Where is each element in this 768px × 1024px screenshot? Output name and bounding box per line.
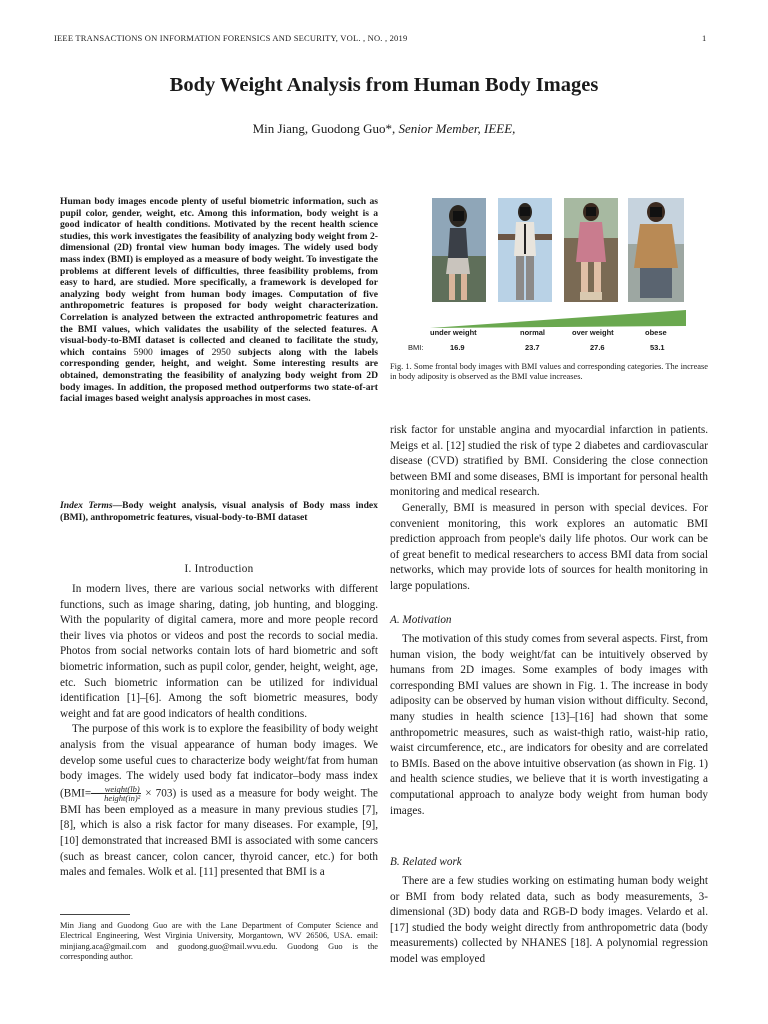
motivation-body [390,632,708,819]
body-photo-overweight [564,198,618,302]
body-photo-obese [628,198,684,302]
bmi-value-obese: 53.1 [650,343,665,352]
subsection-heading-related-work: B. Related work [390,856,462,868]
index-terms-text: —Body weight analysis, visual analysis of Body mass index (BMI), anthropometric features, visual-body-to-BMI dataset [60,500,378,523]
subsection-heading-motivation: A. Motivation [390,614,452,626]
bmi-fraction [91,785,141,803]
index-terms-label: Index Terms [60,500,113,511]
intro-paragraph-general: Generally, BMI is measured in person with special devices. For convenient monitoring, this work explores an automatic BMI prediction approach from people's daily life photos. Our work can be of great benefit to medical researchers to access BMI data from social networks, which may provide lots of sources for health monitoring in large populations. [390,501,708,592]
intro-paragraph-1: In modern lives, there are various social networks with different functions, such as image sharing, dating, job hunting, and blogging. With the popularity of digital camera, more and more people record their lives via photos or videos and post the records to social media. Photos from social networks contain lots of hard biometric and soft biometric information, such as pupil color, gender, height, weight, age, etc. Such biometric information can be utilized for individual identification [1]–[6]. Among the soft biometric measures, body weight and fat are good indicators of health conditions. [60,583,378,720]
related-work-paragraph: There are a few studies working on estimating human body weight or BMI from body related data, such as body measurements, 3-dimensional (3D) body data and RGB-D body images. Velardo et al. [17] studied the body weight directly from anthropometric data (body measurements) collected by NHANES [18]. A polynomial regression model was employed [390,875,708,965]
figure-1-caption: Fig. 1. Some frontal body images with BMI values and corresponding categories. The increase in body adiposity is observed as the BMI value increases. [390,362,708,382]
index-terms [60,500,378,523]
right-column-body [390,423,708,595]
category-normal: normal [520,328,546,337]
author-names: Min Jiang, Guodong Guo*, [252,121,396,136]
intro-p2-start: The purpose of this work is to explore the feasibility of body weight analysis from the visual appearance of human body images. We develop some useful cues to characterize body weight/fat from human body images. The widely used body fat indicator–body mass index (BMI= [60,723,378,800]
bmi-value-overweight: 27.6 [590,343,605,352]
abstract-part2: images of [160,346,205,358]
abstract-num-images: 5900 [133,346,153,358]
category-obese: obese [645,328,667,337]
paper-title: Body Weight Analysis from Human Body Images [169,74,599,96]
abstract [60,196,378,405]
author-role: Senior Member, IEEE, [398,121,516,136]
bmi-increase-bar [430,310,686,328]
abstract-part3: subjects along with the labels corresponding gender, height, and weight. Some interesting results are obtained, demonstrating the feasibility of analyzing body weight from 2D body images. In addition, the proposed method outperforms two state-of-art facial images based weight analysis approaches in most cases. [60,346,379,405]
abstract-num-subjects: 2950 [211,346,231,358]
footnote-rule [60,914,130,915]
fraction-denominator: height(in)² [104,793,141,804]
bmi-label: BMI: [408,343,424,352]
category-overweight: over weight [572,328,614,337]
body-photo-underweight [432,198,486,302]
category-underweight: under weight [430,328,477,337]
motivation-paragraph: The motivation of this study comes from several aspects. First, from human vision, the body weight/fat can be intuitively observed by humans from 2D images. Some examples of body images with corresponding BMI values are shown in Fig. 1. The increase in body adiposity can be observed by human vision without difficulty. Second, many studies in health science [13]–[16] had shown that some anthropometric measures, such as waist-thigh ratio, waist-hip ratio, waist circumference, etc., are indicators for obesity and are correlated to BMIs. Based on the above intuitive observation (as shown in Fig. 1) and health science studies, we believe that it is worth investigating a computational approach to analyze body weight from human body images. [390,633,708,817]
footnote: Min Jiang and Guodong Guo are with the Lane Department of Computer Science and Electrical Engineering, West Virginia University, Morgantown, WV 26506, USA. email: minjiang.aca@gmail.com and guodong.guo@mail.wvu.edu. Guodong Guo is the corresponding author. [60,921,378,962]
body-photo-normal [498,198,552,302]
running-header: IEEE TRANSACTIONS ON INFORMATION FORENSICS AND SECURITY, VOL. , NO. , 2019 [54,33,408,43]
bmi-value-normal: 23.7 [525,343,540,352]
figure-1 [408,196,686,356]
intro-p2-end: × 703) is used as a measure for body weight. The BMI has been employed as a measure in many previous studies [7], [8], which is also a risk factor for many diseases. For example, [9], [10] demonstrated that increased BMI is associated with some cancers (such as breast cancer, colon cancer, thyroid cancer, etc.) for both males and females. Wolk et al. [11] presented that BMI is a [60,787,378,879]
intro-paragraph-2 [60,722,378,880]
intro-continuation: risk factor for unstable angina and myocardial infarction in patients. Meigs et al. [12] studied the risk of type 2 diabetes and cardiovascular disease (CVD) stratified by BMI. Considering the close connection between BMI and some diseases, BMI is important for personal health monitoring and medical research. [390,424,708,499]
fraction-numerator: weight(lb) [91,785,141,795]
bmi-value-underweight: 16.9 [450,343,465,352]
abstract-part1: Human body images encode plenty of useful biometric information, such as pupil color, gender, weight, etc. Among this information, body weight is a good indicator of health conditions. Motivated by the recent health science studies, this work investigates the feasibility of analyzing body weight from 2-dimensional (2D) frontal view human body images. The widely used body mass index (BMI) is employed as a measure of body weight. To investigate the problems at different levels of difficulties, three feasibility problems, from easy to hard, are studied. More specifically, a framework is developed for analyzing body weight from human body images. Computation of five anthropometric features is proposed for body weight characterization. Correlation is analyzed between the extracted anthropometric features and the BMI values, which validates the usability of the selected features. A visual-body-to-BMI dataset is collected and cleaned to facilitate the study, which contains [60,196,378,358]
author-line [0,121,768,137]
section-heading-introduction: I. Introduction [184,563,254,575]
related-work-body [390,874,708,968]
page-number: 1 [702,33,707,43]
intro-body [60,582,378,881]
